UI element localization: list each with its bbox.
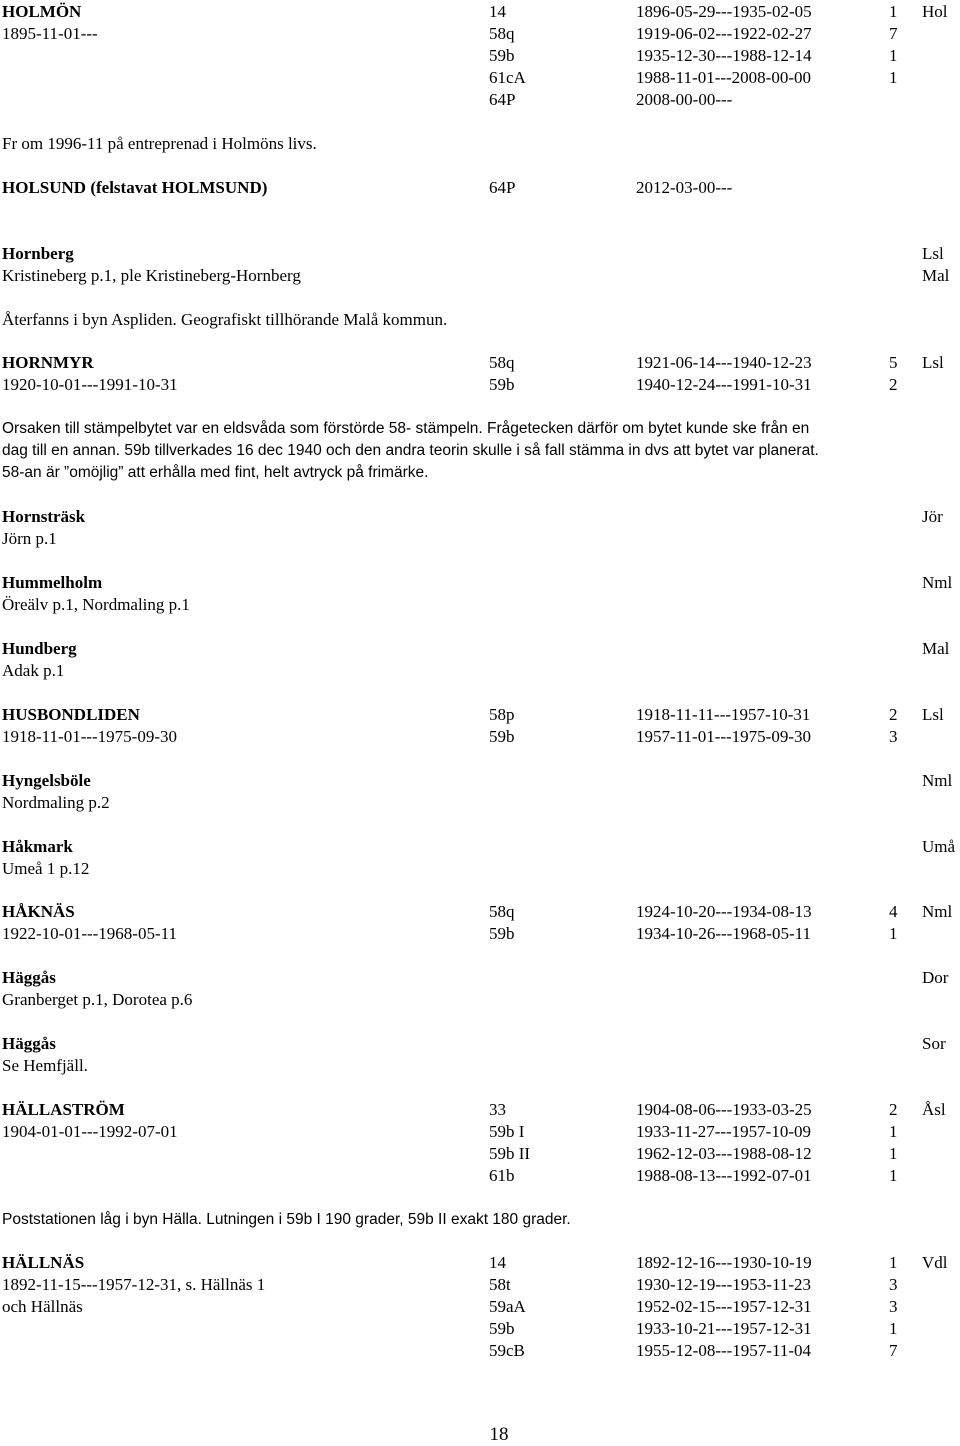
region-code: Umå [922,837,956,856]
entry-name: Hyngelsböle [2,771,91,790]
entry-row [0,265,960,287]
entry-row [0,572,960,594]
stamp-code: 58q [489,902,515,921]
entry-row [0,923,960,945]
entry-name: Hornsträsk [2,507,86,526]
stamp-code: 14 [489,1253,506,1272]
stamp-code: 59b [489,46,515,65]
entry-row [0,792,960,814]
stamp-count: 3 [889,1297,898,1316]
stamp-count: 7 [889,24,898,43]
stamp-period: 1924-10-20---1934-08-13 [636,902,812,921]
stamp-period: 1955-12-08---1957-11-04 [636,1341,811,1360]
entry-name: Hornberg [2,244,74,263]
stamp-code: 59b II [489,1144,531,1163]
stamp-code: 58p [489,705,515,724]
page-number: 18 [489,1424,509,1445]
entry-hundberg [0,638,960,682]
entry-name: HÄLLNÄS [2,1253,85,1272]
entry-name: Hummelholm [2,573,103,592]
entry-sub: Granberget p.1, Dorotea p.6 [2,990,193,1009]
entry-sub: Öreälv p.1, Nordmaling p.1 [2,595,190,614]
region-code: Nml [922,771,953,790]
region-code: Sor [922,1034,946,1053]
entry-row [0,638,960,660]
entry-sub: Se Hemfjäll. [2,1056,88,1075]
stamp-code: 59b [489,1319,515,1338]
entry-row [0,989,960,1011]
entry-haknas [0,901,960,945]
stamp-period: 2008-00-00--- [636,90,733,109]
entry-row [0,1296,960,1318]
stamp-code: 59b [489,727,515,746]
entry-note: Återfanns i byn Aspliden. Geografiskt tillhörande Malå kommun. [2,310,448,329]
entry-name: HÅKNÄS [2,902,75,921]
stamp-period: 1930-12-19---1953-11-23 [636,1275,811,1294]
stamp-code: 59b [489,924,515,943]
entry-sub: och Hällnäs [2,1297,83,1316]
entry-holmon [0,1,960,111]
stamp-count: 2 [889,1100,898,1119]
stamp-period: 1933-10-21---1957-12-31 [636,1319,812,1338]
stamp-count: 1 [889,1166,898,1185]
entry-sub: Adak p.1 [2,661,65,680]
entry-row [0,89,960,111]
entry-row [0,858,960,880]
region-code: Mal [922,639,950,658]
stamp-period: 1904-08-06---1933-03-25 [636,1100,812,1119]
entry-holsund [0,177,960,199]
entry-row [0,352,960,374]
entry-row [0,967,960,989]
entry-row [0,1099,960,1121]
entry-row [0,660,960,682]
entry-row [0,1318,960,1340]
stamp-period: 1952-02-15---1957-12-31 [636,1297,812,1316]
entry-name: HOLSUND (felstavat HOLMSUND) [2,178,268,197]
entry-name: HORNMYR [2,353,94,372]
stamp-code: 58q [489,24,515,43]
entry-hyngelsbole [0,770,960,814]
stamp-period: 1934-10-26---1968-05-11 [636,924,811,943]
entry-note: Poststationen låg i byn Hälla. Lutningen i 59b I 190 grader, 59b II exakt 180 grader. [2,1211,571,1228]
stamp-count: 2 [889,705,898,724]
stamp-period: 1988-08-13---1992-07-01 [636,1166,812,1185]
entry-row [0,45,960,67]
entry-row [0,528,960,550]
region-code: Dor [922,968,949,987]
region-code: Nml [922,573,953,592]
entry-row [0,901,960,923]
stamp-count: 3 [889,1275,898,1294]
entry-haggas-dorotea [0,967,960,1011]
entry-hallastrom [0,1099,960,1187]
region-code: Hol [922,2,948,21]
stamp-count: 1 [889,46,898,65]
entry-row [0,1252,960,1274]
stamp-count: 7 [889,1341,898,1360]
stamp-period: 1940-12-24---1991-10-31 [636,375,812,394]
stamp-count: 1 [889,924,898,943]
entry-row [0,1055,960,1077]
stamp-count: 1 [889,1122,898,1141]
entry-row [0,726,960,748]
stamp-code: 58q [489,353,515,372]
stamp-code: 59aA [489,1297,526,1316]
stamp-code: 64P [489,178,516,197]
stamp-code: 61cA [489,68,526,87]
stamp-period: 1935-12-30---1988-12-14 [636,46,812,65]
stamp-count: 2 [889,375,898,394]
stamp-count: 3 [889,727,898,746]
entry-name: Häggås [2,1034,56,1053]
entry-row [0,770,960,792]
entry-sub: 1920-10-01---1991-10-31 [2,375,178,394]
region-code: Lsl [922,705,944,724]
entry-hornmyr [0,352,960,396]
entry-row [0,836,960,858]
entry-row [0,1274,960,1296]
stamp-code: 59b I [489,1122,525,1141]
entry-row [0,1033,960,1055]
entry-sub: 1918-11-01---1975-09-30 [2,727,177,746]
entry-sub: 1895-11-01--- [2,24,98,43]
entry-sub: Jörn p.1 [2,529,57,548]
stamp-period: 1933-11-27---1957-10-09 [636,1122,811,1141]
entry-row [0,243,960,265]
entry-row [0,1165,960,1187]
entry-haggas-sorsele [0,1033,960,1077]
region-code: Åsl [922,1100,946,1119]
entry-hakmark [0,836,960,880]
stamp-code: 59cB [489,1341,525,1360]
stamp-code: 58t [489,1275,511,1294]
entry-sub: Nordmaling p.2 [2,793,110,812]
entry-sub: 1892-11-15---1957-12-31, s. Hällnäs 1 [2,1275,266,1294]
entry-row [0,374,960,396]
entry-row [0,67,960,89]
stamp-period: 1892-12-16---1930-10-19 [636,1253,812,1272]
stamp-count: 5 [889,353,898,372]
stamp-period: 1921-06-14---1940-12-23 [636,353,812,372]
region-code: Nml [922,902,953,921]
stamp-count: 1 [889,1253,898,1272]
stamp-period: 1962-12-03---1988-08-12 [636,1144,812,1163]
entry-name: HUSBONDLIDEN [2,705,140,724]
entry-sub: 1904-01-01---1992-07-01 [2,1122,178,1141]
stamp-code: 33 [489,1100,506,1119]
entry-row [0,1340,960,1362]
entry-row [0,594,960,616]
stamp-period: 1918-11-11---1957-10-31 [636,705,811,724]
entry-name: Häggås [2,968,56,987]
entry-row [0,704,960,726]
stamp-period: 1896-05-29---1935-02-05 [636,2,812,21]
entry-name: Håkmark [2,837,73,856]
stamp-period: 1919-06-02---1922-02-27 [636,24,812,43]
entry-row [0,1,960,23]
stamp-code: 64P [489,90,516,109]
stamp-count: 1 [889,68,898,87]
entry-sub: 1922-10-01---1968-05-11 [2,924,177,943]
entry-hornstrask [0,506,960,550]
entry-row [0,1143,960,1165]
region-code: Mal [922,266,950,285]
entry-name: HOLMÖN [2,2,82,21]
stamp-count: 1 [889,2,898,21]
entry-row [0,506,960,528]
stamp-code: 59b [489,375,515,394]
entry-note: Fr om 1996-11 på entreprenad i Holmöns livs. [2,134,317,153]
stamp-code: 14 [489,2,506,21]
entry-row [0,23,960,45]
entry-row [0,177,960,199]
entry-name: Hundberg [2,639,77,658]
stamp-period: 1988-11-01---2008-00-00 [636,68,811,87]
entry-husbondliden [0,704,960,748]
entry-row [0,1121,960,1143]
region-code: Jör [922,507,943,526]
stamp-period: 2012-03-00--- [636,178,733,197]
entry-note: Orsaken till stämpelbytet var en eldsvåda som förstörde 58- stämpeln. Frågetecken därför om bytet kunde ske från en dag till en annan. 59b tillverkades 16 dec 1940 och den andra teorin skulle i så fall stämma in dvs att bytet var planerat. 58-an är ”omöjlig” att erhålla med fint, helt avtryck på frimärke. [2,420,819,481]
entry-name: HÄLLASTRÖM [2,1100,125,1119]
region-code: Lsl [922,244,944,263]
stamp-count: 1 [889,1319,898,1338]
entry-hummelholm [0,572,960,616]
entry-sub: Kristineberg p.1, ple Kristineberg-Hornberg [2,266,301,285]
stamp-count: 4 [889,902,898,921]
stamp-code: 61b [489,1166,515,1185]
entry-sub: Umeå 1 p.12 [2,859,90,878]
entry-hornberg [0,243,960,287]
region-code: Vdl [922,1253,948,1272]
stamp-count: 1 [889,1144,898,1163]
stamp-period: 1957-11-01---1975-09-30 [636,727,811,746]
region-code: Lsl [922,353,944,372]
entry-hallnas [0,1252,960,1362]
